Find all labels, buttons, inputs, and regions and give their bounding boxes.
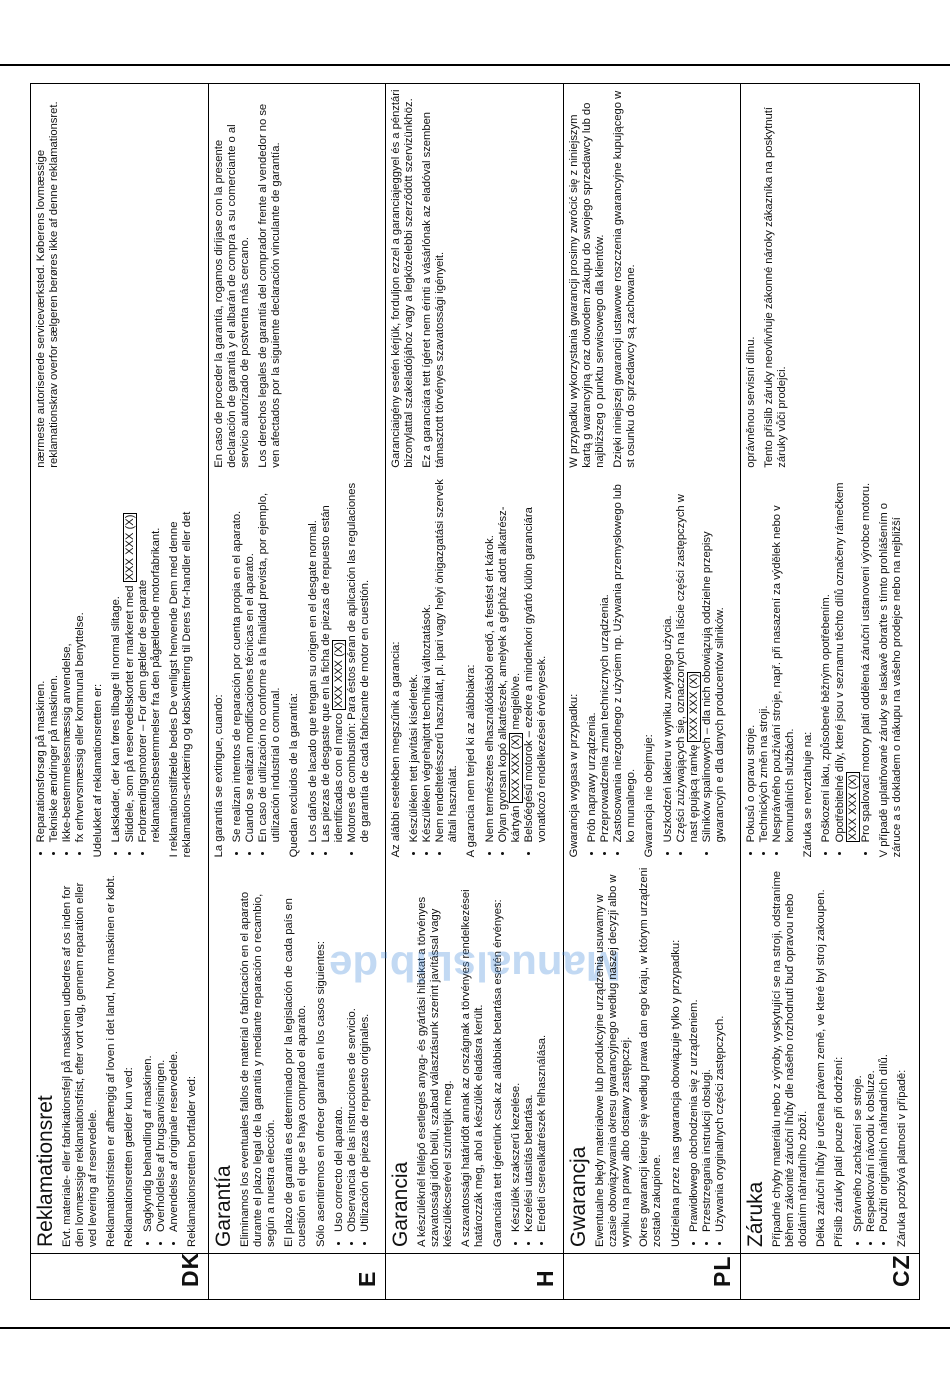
language-code-pl: PL xyxy=(709,1255,735,1287)
list-item: • Sagkyndig behandling af maskinen. xyxy=(142,867,155,1232)
language-code-cz: CZ xyxy=(888,1254,914,1287)
paragraph: Případné chyby materiálu nebo z výroby, vyskytující se na stroji, odstraníme během zákonité záruční lhůty dle našeho rozhodnutí buď opravou nebo dodáním náhradního zboží. xyxy=(771,871,810,1247)
list-item: • Technických změn na stroji. xyxy=(758,478,771,843)
list-item: • Forbrændingsmotorer – For dem gælder de separate reklamationsbestemmelser fra den pågældende motorfabrikant. xyxy=(137,478,163,843)
bullet-list xyxy=(408,478,460,858)
bullet-list xyxy=(820,478,872,858)
paragraph: Udelukket af reklamationsretten er: xyxy=(92,683,105,858)
watermark-text: ManualsLib.de xyxy=(328,942,621,990)
list-item: • Készüléken tett javítási kísérletek. xyxy=(408,478,421,843)
bullet-list xyxy=(852,867,891,1247)
paragraph: Ez a garanciára tett ígéret nem érinti a vásárlónak az eladóval szemben támasztott törvényes szavatossági igényeit. xyxy=(421,111,447,468)
list-item: • Lakskader, der kan føres tilbage til normal slitage. xyxy=(110,478,123,843)
section-text-h xyxy=(390,88,559,1247)
bullet-list xyxy=(142,867,181,1247)
bullet-list xyxy=(510,867,549,1247)
section-dk xyxy=(31,84,209,1299)
paragraph: Dzięki niniejszej gwarancji ustawowe roszczenia gwarancyjne kupującego w st osunku do sprzedawcy są zachowane. xyxy=(612,90,638,468)
list-item-text: Części zużywających się, oznaczonych na liście części zastępczych w nast ępującą ramkę xyxy=(674,494,700,843)
language-code-dk: DK xyxy=(177,1251,203,1287)
bullet-list xyxy=(35,478,87,858)
paragraph: El plazo de garantía es determinado por la legislación de cada país en cuestión en el que se haya comprado el aparato. xyxy=(283,898,309,1247)
paragraph: Délka záruční lhůty je určena právem země, ve které byl stroj zakoupen. xyxy=(815,889,828,1247)
language-code-cell xyxy=(564,1253,740,1299)
list-item xyxy=(320,478,346,843)
list-item: • Pro spalovací motory platí oddělená záruční ustanovení výrobce motoru. xyxy=(860,478,873,843)
part-number-mark: XXX XXX (X) xyxy=(332,641,345,708)
list-item: • Použití originálních náhradních dílů. xyxy=(878,867,891,1232)
list-item: • Správného zacházení se stroje. xyxy=(852,867,865,1232)
paragraph: W przypadku wykorzystania gwarancji prosimy zwrócić się z niniejszym kartą g warancyjną oraz dowodem zakupu do swojego sprzedawcy lub do najbliższeg o punktu serwisowego dla klientów. xyxy=(568,102,607,468)
bottom-rule xyxy=(0,1327,950,1329)
list-item: • Nem természetes elhasználódásból eredő, a festést ért károk. xyxy=(484,478,497,843)
list-item: • Los daños de lacado que tengan su origen en el desgate normal. xyxy=(307,478,320,843)
list-item: • Poškození laku, způsobené běžným opotřebením. xyxy=(820,478,833,843)
part-number-mark: XXX XXX (X) xyxy=(509,734,522,801)
section-title: Garancia xyxy=(389,1161,412,1247)
section-title: Gwarancja xyxy=(567,1146,590,1247)
bullet-list xyxy=(745,478,797,858)
paragraph: Garanciára tett ígéretünk csak az alábbiak betartása esetén érvényes: xyxy=(491,899,504,1247)
section-text-cz xyxy=(745,88,915,1247)
paragraph: Eliminamos los eventuales fallos de material o fabricación en el aparato durante el plazo legal de la garantía y mediante reparación o recambio, según a nuestra elección. xyxy=(239,891,278,1247)
section-e xyxy=(209,84,386,1299)
bullet-list xyxy=(586,478,638,858)
bullet-list xyxy=(662,478,727,858)
language-code-cell xyxy=(209,1253,385,1299)
bullet-list xyxy=(688,867,727,1247)
paragraph: Ewentualne błędy materiałowe lub produkcyjne urządzenia usuwamy w czasie obowiązywania okresu gwarancyjnego według naszej decyzji albo w wyniku na prawy albo dostawy zastępczej. xyxy=(594,874,633,1247)
paragraph: Evt. materiale- eller fabrikationsfejl på maskinen udbedres af os inden for den lovmæssige reklamationsfrist, efter vort valg, gennem reparation eller ved levering af reservedele. xyxy=(61,882,100,1247)
bullet-list xyxy=(484,478,549,858)
section-text-dk xyxy=(35,88,204,1247)
list-item: • En caso de utilización no conforme a la finalidad prevista, por ejemplo, utilización industrial o comunal. xyxy=(257,478,283,843)
bullet-list xyxy=(231,478,283,858)
paragraph: Reklamationsretten gælder kun ved: xyxy=(123,1067,136,1247)
list-item-text: Sliddele, som på reservedelskortet er markeret med xyxy=(123,585,136,843)
list-item: • Prób naprawy urządzenia. xyxy=(586,478,599,843)
section-cz xyxy=(741,84,919,1299)
list-item: • Tekniske ændringer på maskinen. xyxy=(48,478,61,843)
list-item: • Utilización de piezas de repuesto originales. xyxy=(359,867,372,1232)
list-item-text-after: megjelölve. xyxy=(509,672,522,733)
list-item-text: Opotřebitelné díly, které jsou v seznamu těchto dílů označeny rámečkem xyxy=(833,482,846,843)
paragraph: Udzielana przez nas gwarancja obowiązuje tylko y przypadku: xyxy=(669,939,682,1247)
paragraph: A szavatossági határidőt annak az országnak a törvényes rendelkezései határozzák meg, ahol a készülék eladásra került. xyxy=(460,889,486,1247)
paragraph: Az alábbi esetekben megszűnik a garancia: xyxy=(390,641,402,858)
list-item: • Overholdelse af brugsanvisningen. xyxy=(155,867,168,1232)
list-item: • Készülék szakszerű kezelése. xyxy=(510,867,523,1232)
list-item: • Używania oryginalnych części zastępczych. xyxy=(714,867,727,1232)
part-number-mark: XXX XXX (X) xyxy=(846,774,859,841)
paragraph: Gwarancja wygasa w przypadku: xyxy=(568,693,580,858)
language-code-cell xyxy=(386,1253,563,1299)
section-title: Garantía xyxy=(212,1165,235,1247)
language-code-cell xyxy=(31,1253,208,1299)
list-item: • Respektování návodu k obsluze. xyxy=(865,867,878,1232)
section-text-e xyxy=(213,88,381,1247)
paragraph: Tento příslib záruky neovlivňuje zákonné nároky zákazníka na poskytnutí záruky vůči prodejci. xyxy=(763,107,789,468)
paragraph: Garanciaigény esetén kérjük, forduljon ezzel a garanciajeggyel és a pénztári bizonylattal szakeladójához vagy a legközelebbi szerződött szervizünkhöz. xyxy=(390,89,416,468)
paragraph: Los derechos legales de garantía del comprador frente al vendedor no se ven afectados por la siguiente declaración vinculante de garantía. xyxy=(257,103,283,468)
list-item: • fx erhvervsmæssig eller kommunal benyttelse. xyxy=(74,478,87,843)
top-rule xyxy=(0,64,950,66)
paragraph: La garantía se extingue, cuando: xyxy=(213,694,225,858)
list-item: • Uszkodzeń lakieru w wyniku zwykłego użycia. xyxy=(662,478,675,843)
list-item xyxy=(497,478,523,843)
language-code-e: E xyxy=(354,1270,380,1287)
paragraph: A készüléknél fellépő esetleges anyag- és gyártási hibákat a törvényes szavatossági időn belül, szabad választásunk szerint javítással vagy készülékcserével szüntetjük meg. xyxy=(416,896,455,1247)
paragraph: Gwarancja nie obejmuje: xyxy=(643,734,656,858)
language-code-h: H xyxy=(532,1269,558,1287)
section-pl xyxy=(564,84,741,1299)
list-item: • Belsőégésű motorok – ezekre a mindenkori gyártó külön garanciára vonatkozó rendelkezései érvényesek. xyxy=(523,478,549,843)
list-item xyxy=(675,478,701,843)
paragraph: Okres gwarancji kieruje się według prawa dan ego kraju, w którym urządzeni zostało zakupione. xyxy=(638,867,664,1247)
section-title: Záruka xyxy=(744,1181,767,1247)
paragraph: Sólo asentiremos en ofrecer garantía en los casos siguientes: xyxy=(314,941,327,1247)
list-item: • Zastosowania niezgodnego z użyciem np. Używania przemysłowego lub ko munalnego. xyxy=(612,478,638,843)
list-item: • Anvendelse af originale reservedele. xyxy=(168,867,181,1232)
list-item xyxy=(124,478,137,843)
list-item: • Nem rendeltetésszerű használat, pl. ipari vagy helyi önigazgatási szervek általi használat. xyxy=(434,478,460,843)
list-item: • Pokusů o opravu stroje. xyxy=(745,478,758,843)
list-item: • Przestrzegania instrukcji obsługi. xyxy=(701,867,714,1232)
paragraph: Záruka se nevztahuje na: xyxy=(802,731,815,858)
list-item-text: Olyan gyorsan kopó alkatrészek, amelyek a gépház adott alkatrész-kártyán xyxy=(496,506,522,843)
paragraph: Reklamationsretten bortfalder ved: xyxy=(185,1075,198,1247)
warranty-table xyxy=(30,83,920,1300)
list-item: • Kezelési utasítás betartása. xyxy=(523,867,536,1232)
bullet-list xyxy=(307,478,372,858)
section-title: Reklamationsret xyxy=(34,1095,57,1247)
paragraph: Příslib záruky platí pouze při dodržení: xyxy=(833,1056,846,1247)
rotated-content xyxy=(31,84,919,1299)
list-item: • Se realizan intentos de reparación por cuenta propia en el aparato. xyxy=(231,478,244,843)
part-number-mark: XXX XXX (X) xyxy=(687,673,700,740)
list-item: • Eredeti cserealkatrészek felhasználása. xyxy=(536,867,549,1232)
list-item-text: Las piezas de desgaste que en la ficha de piezas de repuesto están identificadas con el marco xyxy=(319,505,345,843)
paragraph: Quedan excluidos de la garantía: xyxy=(288,693,301,858)
paragraph: A garancia nem terjed ki az alábbiakra: xyxy=(465,664,478,858)
list-item: • Uso correcto del aparato. xyxy=(333,867,346,1232)
part-number-mark: XXX XXX (X) xyxy=(123,514,136,581)
list-item: • Silników spalinowych – dla nich obowiązują oddzielne przepisy gwarancyjn e dla danych producentów silników. xyxy=(701,478,727,843)
paragraph: Reklamationsfristen er afhængig af loven i det land, hvor maskinen er købt. xyxy=(105,875,118,1247)
list-item: • Ikke-bestemmelsesmæssig anvendelse, xyxy=(61,478,74,843)
list-item: • Prawidłowego obchodzenia się z urządzeniem. xyxy=(688,867,701,1232)
list-item: • Nesprávného používání stroje, např. při nasazení za výdělek nebo v komunálních službách. xyxy=(771,478,797,843)
paragraph: V případě uplatňované záruky se laskavě obraťte s tímto prohlášením o záruce a s dokladem o nákupu na vašeho prodejce nebo na nejbližší oprávněnou servisní dílnu. xyxy=(745,336,903,858)
list-item: • Cuando se realizan modificaciones técnicas en el aparato. xyxy=(244,478,257,843)
paragraph: I reklamationstilfælde bedes De venligst henvende Dem med denne reklamations-erklæring og købskvittering til Deres for-handler eller det nærmeste autoriserede serviceværksted. Køberens lovmæssige reklamationskrav overfor sælgeren berøres ikke af denne reklamationsret. xyxy=(35,101,193,858)
bullet-list xyxy=(333,867,372,1247)
list-item: • Observancia de las instrucciones de servicio. xyxy=(346,867,359,1232)
section-text-pl xyxy=(568,88,736,1247)
bullet-list xyxy=(110,478,162,858)
language-code-cell xyxy=(741,1253,919,1299)
list-item: • Motores de combustión: Para éstos séran de aplicación las regulaciones de garantía de cada fabricante de motor en cuestión. xyxy=(346,478,372,843)
paragraph: Záruka pozbývá platnosti v případě: xyxy=(895,1069,908,1247)
list-item: • Przeprowadzenia zmian technicznych urządzenia. xyxy=(599,478,612,843)
list-item: • Készüléken végrehajtott technikai változtatások. xyxy=(421,478,434,843)
paragraph: En caso de proceder la garantía, rogamos diríjase con la presente declaración de garantía y el albarán de compra a su comerciante o al servicio autorizado de postventa más cercano. xyxy=(213,124,252,468)
list-item: • Reparationsforsøg på maskinen. xyxy=(35,478,48,843)
list-item xyxy=(834,478,860,843)
